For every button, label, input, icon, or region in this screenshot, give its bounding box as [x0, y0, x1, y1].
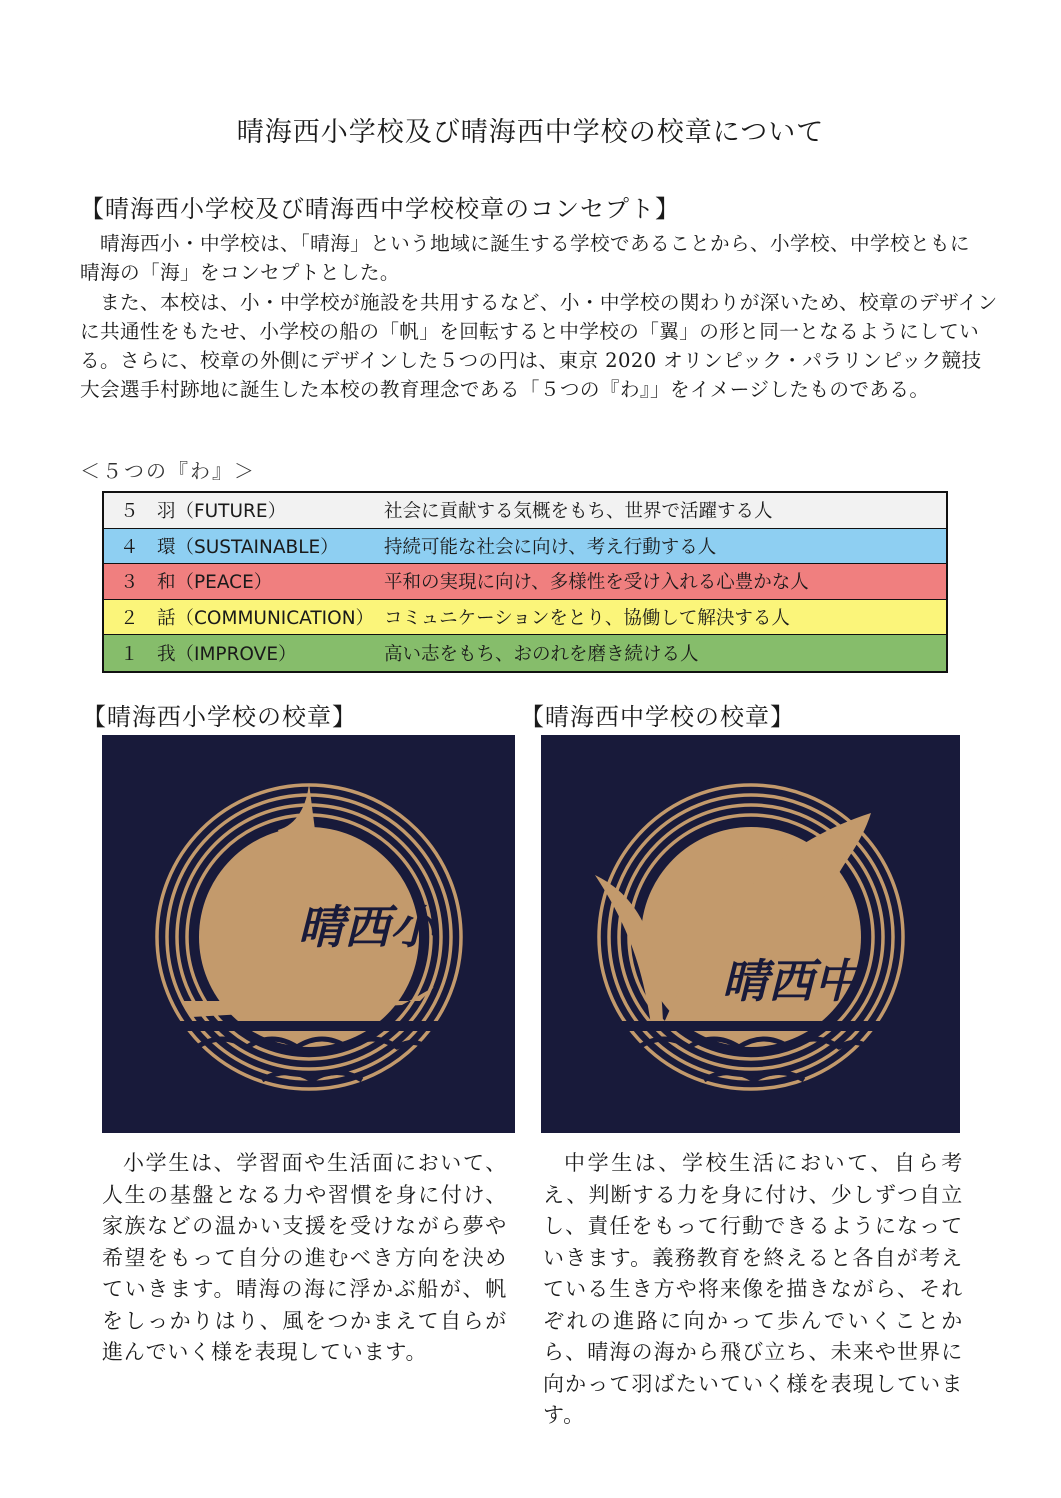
concept-heading: 【晴海西小学校及び晴海西中学校校章のコンセプト】	[80, 195, 680, 223]
wa-row-name: ３ 和（PEACE）	[120, 572, 273, 594]
concept-paragraph-2: また、本校は、小・中学校が施設を共用するなど、小・中学校の関わりが深いため、校章のデザインに共通性をもたせ、小学校の船の「帆」を回転すると中学校の「翼」の形と同一となるようにしている。さらに、校章の外側にデザインした５つの円は、東京 2020 オリンピック・パラリンピック競技大会選手村跡地に誕生した本校の教育理念である「５つの『わ』」をイメージしたものである。	[80, 291, 998, 401]
wa-row-sustainable	[104, 529, 946, 565]
wa-row-peace	[104, 564, 946, 600]
elementary-emblem-ship-image	[102, 735, 515, 1133]
junior-emblem-heading: 【晴海西中学校の校章】	[520, 703, 795, 731]
junior-emblem-description: 中学生は、学校生活において、自ら考え、判断する力を身に付け、少しずつ自立し、責任をもって行動できるようになっていきます。義務教育を終えると各自が考えている生き方や将来像を描きながら、それぞれの進路に向かって歩んでいくことから、晴海の海から飛び立ち、未来や世界に向かって羽ばたいていく様を表現しています。	[543, 1151, 963, 1427]
five-wa-caption: ＜５つの『わ』＞	[80, 459, 256, 483]
wa-row-improve	[104, 635, 946, 671]
wa-row-future	[104, 493, 946, 529]
wa-row-name: ２ 話（COMMUNICATION）	[120, 608, 375, 630]
wa-row-desc: 平和の実現に向け、多様性を受け入れる心豊かな人	[384, 572, 809, 594]
wa-row-name: ５ 羽（FUTURE）	[120, 501, 287, 523]
elementary-emblem	[102, 735, 515, 1133]
five-wa-table	[102, 491, 948, 673]
wa-row-desc: 高い志をもち、おのれを磨き続ける人	[384, 644, 699, 666]
wa-row-desc: 持続可能な社会に向け、考え行動する人	[384, 536, 717, 558]
junior-emblem-wing-image	[541, 735, 960, 1133]
document-title: 晴海西小学校及び晴海西中学校の校章について	[236, 117, 825, 148]
elementary-emblem-heading: 【晴海西小学校の校章】	[82, 703, 357, 731]
elementary-emblem-text: 晴西小	[298, 900, 436, 954]
wa-row-desc: コミュニケーションをとり、協働して解決する人	[384, 608, 790, 630]
wa-row-desc: 社会に貢献する気概をもち、世界で活躍する人	[384, 501, 773, 523]
elementary-emblem-description: 小学生は、学習面や生活面において、人生の基盤となる力や習慣を身に付け、家族などの温かい支援を受けながら夢や希望をもって自分の進むべき方向を決めていきます。晴海の海に浮かぶ船が、帆をしっかりはり、風をつかまえて自らが進んでいく様を表現しています。	[102, 1151, 507, 1364]
concept-paragraph-1: 晴海西小・中学校は、「晴海」という地域に誕生する学校であることから、小学校、中学校ともに 晴海の「海」をコンセプトとした。	[80, 232, 990, 284]
junior-emblem-text: 晴西中	[722, 954, 860, 1008]
wa-row-name: ４ 環（SUSTAINABLE）	[120, 536, 339, 558]
wa-row-name: １ 我（IMPROVE）	[120, 644, 297, 666]
junior-emblem	[541, 735, 960, 1133]
wa-row-communication	[104, 600, 946, 636]
